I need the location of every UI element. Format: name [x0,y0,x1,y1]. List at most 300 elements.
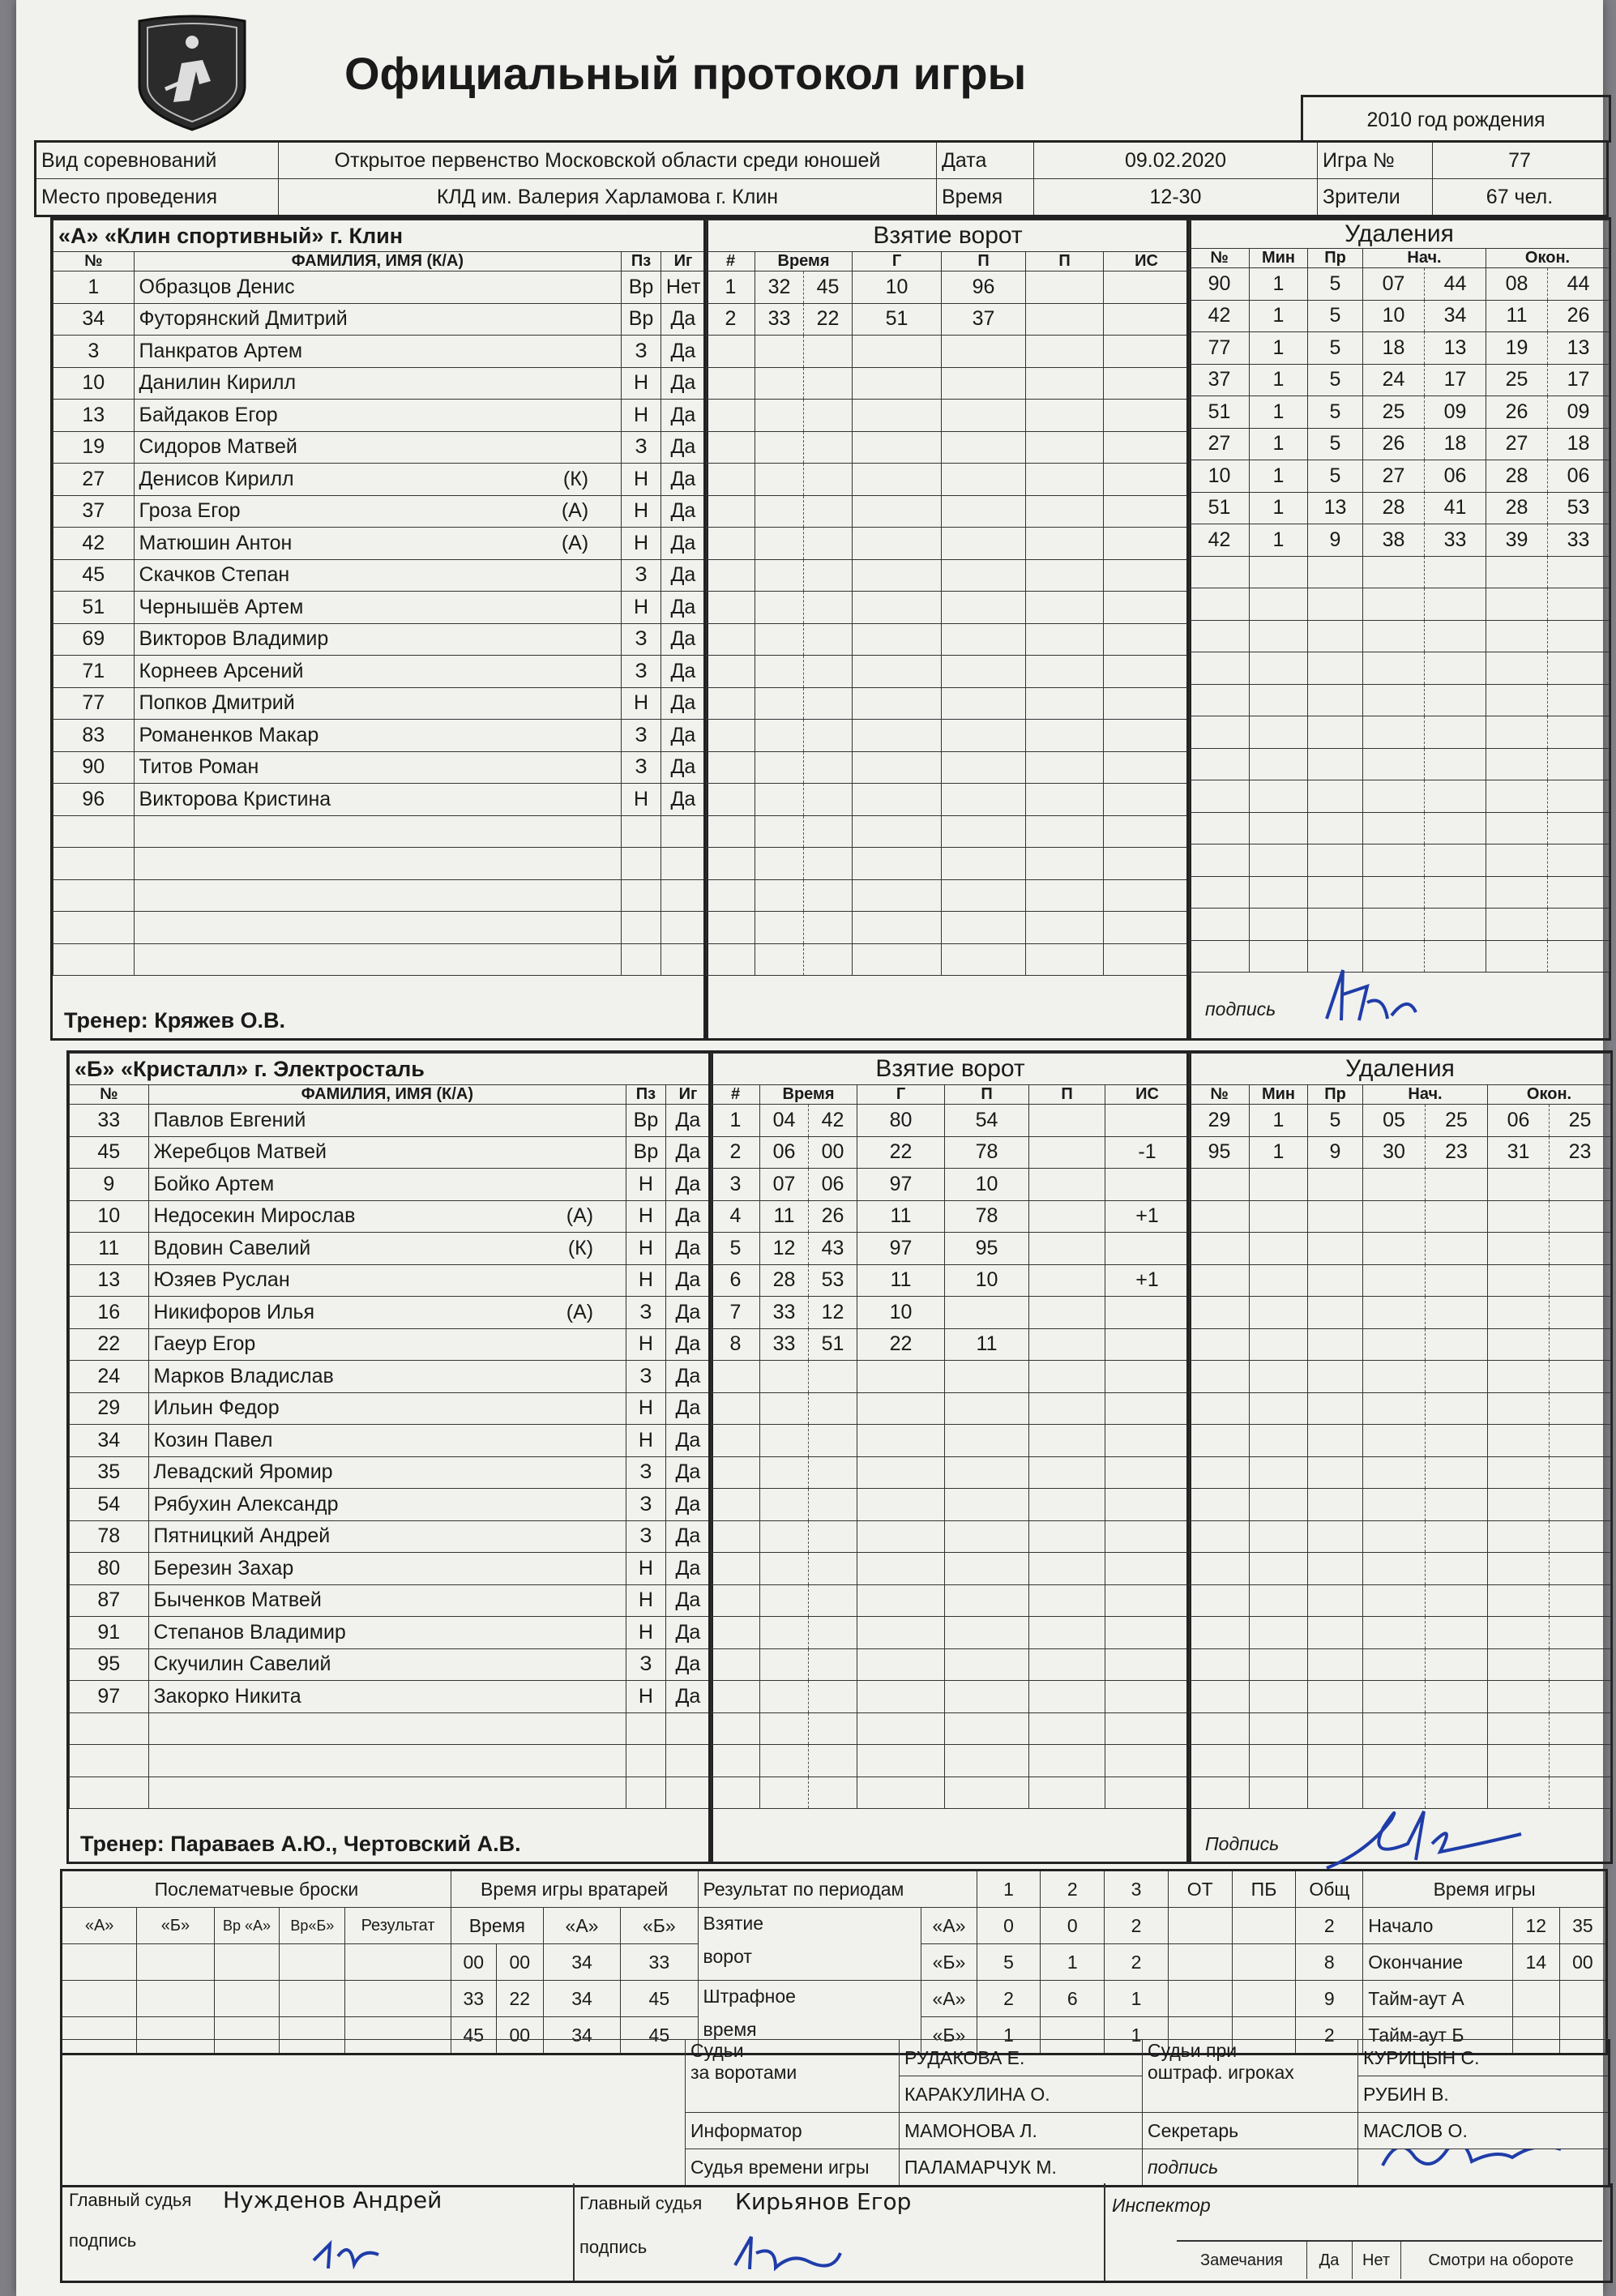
empty-cell [1488,1681,1550,1713]
empty-cell [1250,1328,1308,1361]
empty-cell [1190,1361,1250,1393]
player-number: 69 [53,623,135,656]
player-role: (А) [566,1300,594,1323]
empty-cell [755,400,804,432]
penalty-end-min: 08 [1486,268,1548,301]
timekeeper-name: ПАЛАМАРЧУК М. [900,2149,1143,2187]
empty-cell [1250,844,1308,877]
empty-cell [1104,879,1190,912]
summary-table [60,1869,1608,2055]
empty-cell [1548,556,1610,588]
player-number: 13 [70,1264,149,1297]
empty-cell [1363,1392,1426,1425]
gk-row3-b: 45 [621,2017,698,2054]
chief-judge-2-label: Главный судья [579,2193,703,2213]
pim-b-p1: 1 [977,2017,1041,2054]
player-row [53,623,706,656]
empty-cell [1308,652,1363,685]
empty-cell [853,751,942,784]
empty-cell [712,1681,760,1713]
goals-b-total: 8 [1296,1944,1363,1981]
penalty-start-min: 07 [1363,268,1425,301]
empty-cell [1363,716,1425,749]
empty-cell [1486,876,1548,909]
empty-cell [1363,909,1425,941]
empty-cell [1190,909,1250,941]
player-played: Да [661,336,705,368]
empty-cell [1426,1648,1488,1681]
penalty-start-min: 10 [1363,300,1425,332]
goal-number: 4 [712,1200,760,1233]
empty-cell [1550,1584,1611,1617]
penalty-start-sec: 13 [1425,332,1486,365]
empty-cell [626,1745,666,1777]
shootout-col-gk-a: Вр «А» [214,1908,280,1944]
pim-a-so [1232,1981,1296,2017]
player-number: 97 [70,1681,149,1713]
empty-cell [1363,1456,1426,1489]
penalty-end-min: 39 [1486,524,1548,557]
chief-judge-1-name: Нужденов Андрей [223,2187,442,2213]
goal-strength [1105,1169,1190,1201]
empty-cell [1250,1297,1308,1329]
empty-cell [1190,1584,1250,1617]
empty-cell [1550,1169,1611,1201]
goals-label-1: Взятие [703,1913,764,1934]
penalty-start-sec: 06 [1425,460,1486,493]
empty-cell [1363,748,1425,780]
team-b-penalties-table [1189,1053,1611,1809]
empty-cell [945,1489,1029,1521]
player-name-cell [148,1584,626,1617]
empty-cell [804,720,853,752]
empty-cell [1308,1425,1363,1457]
remarks-no: Нет [1352,2242,1401,2279]
player-row [70,1617,711,1649]
empty-cell [1363,876,1425,909]
player-number: 34 [70,1425,149,1457]
empty-cell [1550,1617,1611,1649]
player-row [53,751,706,784]
empty-cell [665,1777,710,1809]
empty-cell [1026,431,1104,464]
penalty-end-sec: 06 [1548,460,1610,493]
penalty-judge-2: РУБИН В. [1358,2076,1610,2113]
empty-cell [1426,1745,1488,1777]
penalty-start-sec: 18 [1425,428,1486,460]
goal-second: 00 [809,1136,857,1169]
empty-cell [1425,588,1486,621]
penalty-end-min: 28 [1486,492,1548,524]
empty-cell [1426,1489,1488,1521]
empty-cell [707,336,755,368]
empty-cell [1250,684,1308,716]
empty-cell [1190,1233,1250,1265]
team-a-goals-block [703,217,1191,1041]
empty-cell [1550,1520,1611,1553]
empty-cell [1548,844,1610,877]
penalty-reason: 5 [1308,300,1363,332]
player-played: Да [665,1264,710,1297]
shootout-col-a: «А» [62,1908,137,1944]
empty-cell [712,1392,760,1425]
empty-cell [1488,1745,1550,1777]
penalty-row [1190,1392,1611,1425]
empty-cell [1190,1648,1250,1681]
goal-row [712,1745,1190,1777]
penalty-reason: 5 [1308,396,1363,429]
empty-cell [1026,687,1104,720]
empty-cell [1104,848,1190,880]
empty-cell [1308,1489,1363,1521]
empty-cell [1308,716,1363,749]
empty-cell [1105,1456,1190,1489]
empty-cell [1190,1297,1250,1329]
player-number: 37 [53,495,135,528]
empty-cell [1308,812,1363,844]
empty-cell [853,367,942,400]
empty-cell [1250,1456,1308,1489]
player-row [70,1233,711,1265]
empty-cell [1250,909,1308,941]
penalty-start-sec: 09 [1425,396,1486,429]
empty-cell [804,656,853,688]
empty-cell [1488,1712,1550,1745]
goal-scorer: 11 [857,1264,945,1297]
penalty-end-sec: 13 [1548,332,1610,365]
remarks-label: Замечания [1177,2242,1307,2279]
player-position: Вр [626,1136,666,1169]
penalty-row [1190,524,1610,557]
empty-cell [760,1681,809,1713]
empty-cell [1026,720,1104,752]
player-name: Рябухин Александр [153,1492,339,1516]
goal-assist: 10 [945,1169,1029,1201]
col-ig: Иг [661,252,705,272]
empty-cell [1363,812,1425,844]
penalty-row [1190,620,1610,652]
time-label: Время [937,179,1034,216]
empty-cell [804,943,853,976]
player-name-cell [134,592,622,624]
penalty-player: 51 [1190,396,1250,429]
empty-cell [942,879,1026,912]
pim-a-tag: «А» [921,1981,977,2017]
empty-cell [809,1553,857,1585]
goal-judges-label-1: Судьи [690,2040,744,2061]
col-g-b: Г [857,1085,945,1105]
empty-cell [755,495,804,528]
empty-cell [712,1520,760,1553]
empty-cell [853,623,942,656]
goal-strength: +1 [1105,1264,1190,1297]
empty-cell [1308,1200,1363,1233]
penalty-start-min: 38 [1363,524,1425,557]
empty-cell [1104,367,1190,400]
empty-cell [1308,748,1363,780]
goal-scorer: 22 [857,1136,945,1169]
empty-cell [945,1777,1029,1809]
player-number: 80 [70,1553,149,1585]
team-b-roster-table [69,1053,711,1809]
empty-cell [1104,336,1190,368]
empty-cell [804,367,853,400]
penalty-box-label [1143,2040,1358,2113]
player-name: Жеребцов Матвей [153,1140,327,1164]
empty-cell [1250,1745,1308,1777]
player-row [70,1361,711,1393]
player-played: Да [665,1328,710,1361]
chief-judge-1-signature-label: подпись [69,2230,137,2251]
goal-second: 06 [809,1169,857,1201]
player-position: Н [626,1200,666,1233]
empty-cell [945,1745,1029,1777]
player-position: З [626,1489,666,1521]
penalty-row [1190,1361,1611,1393]
player-played: Да [661,495,705,528]
goal-assist: 95 [945,1233,1029,1265]
player-name-cell [148,1200,626,1233]
empty-cell [1104,559,1190,592]
empty-cell [1550,1648,1611,1681]
empty-cell [1363,556,1425,588]
empty-cell [1190,1712,1250,1745]
player-role: (А) [561,499,589,523]
player-position: Н [626,1233,666,1265]
empty-cell [53,848,135,880]
player-number: 16 [70,1297,149,1329]
empty-cell [942,623,1026,656]
empty-cell [1425,556,1486,588]
empty-cell [760,1745,809,1777]
penalty-row [1190,364,1610,396]
empty-cell [1190,1169,1250,1201]
empty-cell [1548,748,1610,780]
empty-cell [1488,1200,1550,1233]
penalty-start-min: 18 [1363,332,1425,365]
empty-cell [755,559,804,592]
player-row [53,367,706,400]
empty-cell [1250,556,1308,588]
player-row [70,1584,711,1617]
empty-cell [857,1681,945,1713]
player-number: 27 [53,464,135,496]
goal-row [707,720,1190,752]
goal-row [712,1489,1190,1521]
goal-assist-2 [1029,1264,1105,1297]
shootout-col-result: Результат [345,1908,451,1944]
goal-assist-2 [1029,1169,1105,1201]
empty-cell [1190,1328,1250,1361]
empty-cell [1250,876,1308,909]
penalty-row [1190,428,1610,460]
empty-cell [1425,876,1486,909]
player-name: Попков Дмитрий [139,691,295,715]
empty-cell [1250,1553,1308,1585]
col-time: Время [755,252,853,272]
player-name-cell [134,656,622,688]
goal-minute: 06 [760,1136,809,1169]
player-row [70,1553,711,1585]
player-name-cell [134,303,622,336]
penalty-end-min: 11 [1486,300,1548,332]
penalty-reason: 5 [1308,428,1363,460]
player-number: 1 [53,272,135,304]
player-name-cell [148,1297,626,1329]
empty-cell [1425,652,1486,685]
col-pen-end: Окон. [1486,249,1610,268]
goal-minute: 33 [755,303,804,336]
penalty-player: 37 [1190,364,1250,396]
empty-cell [622,815,661,848]
penalty-reason: 5 [1308,364,1363,396]
player-row [53,303,706,336]
penalty-row [1190,332,1610,365]
empty-cell [1363,1617,1426,1649]
empty-cell [1250,1425,1308,1457]
empty-cell [148,1777,626,1809]
player-played: Да [665,1553,710,1585]
player-played: Нет [661,272,705,304]
goal-row [712,1200,1190,1233]
goal-row [707,559,1190,592]
empty-cell [1548,812,1610,844]
empty-cell [1105,1745,1190,1777]
empty-cell [1486,620,1548,652]
empty-cell [1026,559,1104,592]
goal-second: 12 [809,1297,857,1329]
penalty-minutes: 1 [1250,332,1308,365]
penalty-row [1190,684,1610,716]
player-position: Вр [622,303,661,336]
player-position: З [622,656,661,688]
goal-row [707,656,1190,688]
goal-row [712,1169,1190,1201]
col-p-b: П [945,1085,1029,1105]
empty-cell [1363,1297,1426,1329]
empty-cell [1250,1200,1308,1233]
player-played: Да [661,559,705,592]
empty-cell [1426,1392,1488,1425]
penalty-end-sec: 44 [1548,268,1610,301]
goal-row [712,1105,1190,1137]
goal-number: 3 [712,1169,760,1201]
empty-cell [755,912,804,944]
empty-cell [712,1777,760,1809]
empty-cell [1550,1297,1611,1329]
shootout-title: Послематчевые броски [62,1871,451,1908]
player-row [53,559,706,592]
empty-cell [1488,1520,1550,1553]
player-name: Денисов Кирилл [139,467,294,490]
player-played: Да [665,1392,710,1425]
player-position: З [626,1297,666,1329]
player-row [70,1136,711,1169]
empty-cell [1029,1425,1105,1457]
goal-strength [1105,1233,1190,1265]
penalty-row [1190,1169,1611,1201]
empty-cell [853,943,942,976]
penalty-end-sec: 09 [1548,396,1610,429]
player-row [70,1520,711,1553]
team-b-goals-block [708,1050,1191,1864]
goals-label [698,1908,921,1981]
empty-cell [1104,495,1190,528]
empty-cell [1486,844,1548,877]
empty-cell [1190,556,1250,588]
team-a-penalties-table [1189,220,1610,973]
empty-cell [755,336,804,368]
penalty-reason: 9 [1308,524,1363,557]
player-row [53,848,706,880]
goal-row [712,1681,1190,1713]
col-is: ИС [1104,252,1190,272]
empty-cell [665,1745,710,1777]
empty-cell [804,912,853,944]
player-position: Вр [622,272,661,304]
empty-cell [755,848,804,880]
empty-cell [1250,1777,1308,1809]
empty-cell [760,1617,809,1649]
player-name: Ильин Федор [153,1396,280,1420]
empty-cell [1250,588,1308,621]
player-number: 13 [53,400,135,432]
penalty-row [1190,812,1610,844]
player-played: Да [665,1489,710,1521]
player-position: Н [626,1553,666,1585]
player-name: Степанов Владимир [153,1620,346,1644]
player-played: Да [665,1681,710,1713]
empty-cell [1425,716,1486,749]
goal-row [707,751,1190,784]
remarks-row [1177,2240,1602,2279]
game-time-title: Время игры [1363,1871,1607,1908]
empty-cell [1105,1425,1190,1457]
player-name: Скачков Степан [139,563,290,587]
penalty-row [1190,1200,1611,1233]
penalty-row [1190,268,1610,301]
player-name: Быченков Матвей [153,1588,322,1612]
empty-cell [70,1745,149,1777]
empty-cell [755,656,804,688]
empty-cell [760,1456,809,1489]
goal-row [707,336,1190,368]
player-name: Козин Павел [153,1428,273,1452]
empty-cell [707,720,755,752]
goal-row [707,815,1190,848]
empty-cell [853,912,942,944]
penalty-end-sec: 26 [1548,300,1610,332]
empty-cell [1105,1489,1190,1521]
chief-judge-2-name: Кирьянов Егор [735,2188,912,2215]
empty-cell [1029,1361,1105,1393]
end-hour: 14 [1512,1944,1559,1981]
empty-cell [1190,1777,1250,1809]
empty-cell [755,879,804,912]
empty-cell [1250,620,1308,652]
player-number: 90 [53,751,135,784]
penalty-reason: 5 [1308,460,1363,493]
see-back-label: Смотри на обороте [1428,2251,1574,2269]
empty-cell [1026,336,1104,368]
player-row [53,720,706,752]
empty-cell [857,1425,945,1457]
empty-cell [53,912,135,944]
empty-cell [1026,656,1104,688]
col-pen-end-b: Окон. [1488,1085,1611,1105]
col-hash: # [707,252,755,272]
empty-cell [661,815,705,848]
